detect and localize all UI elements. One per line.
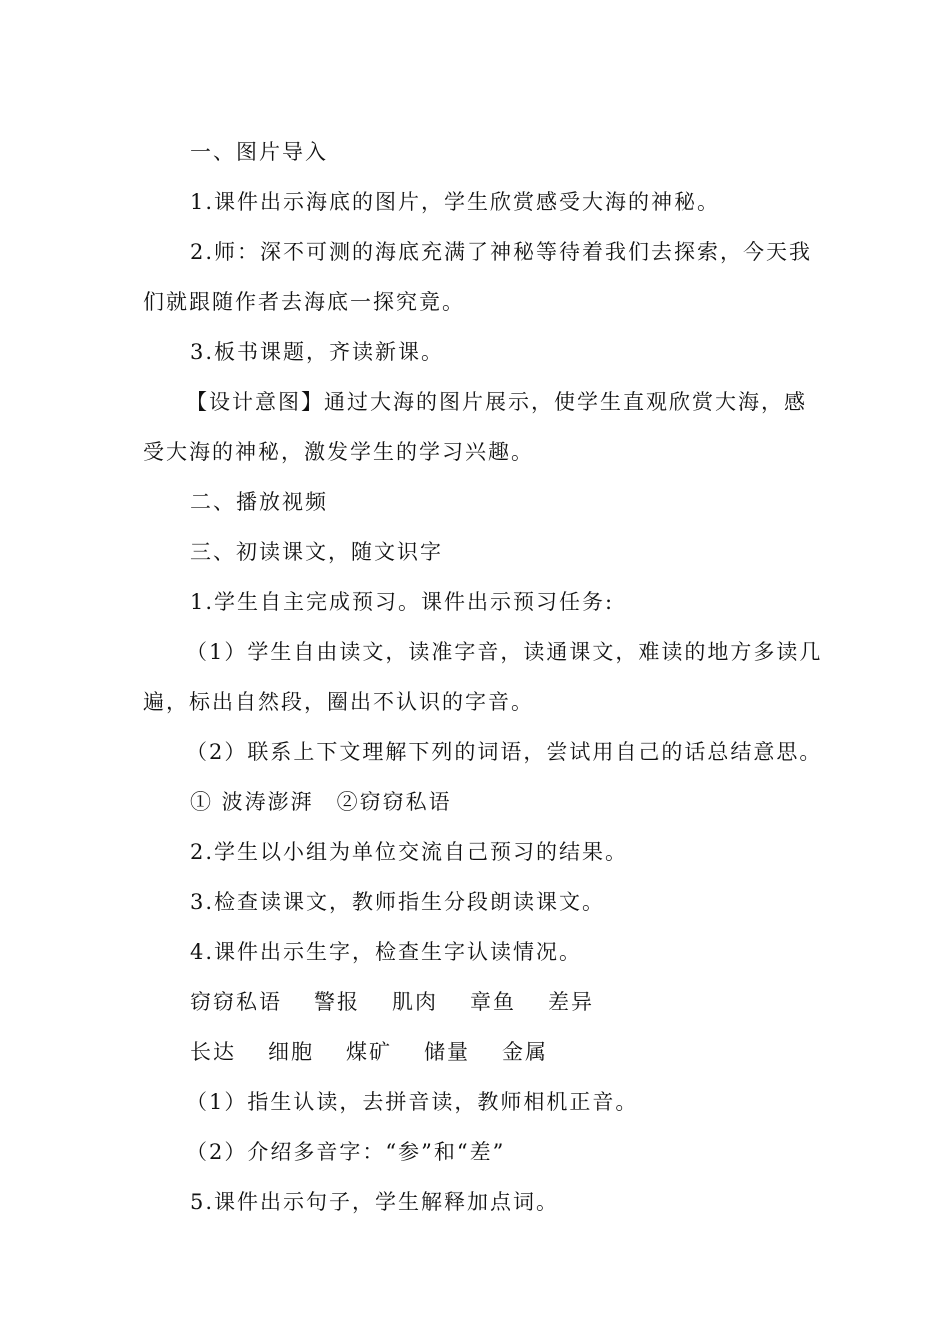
paragraph-line: 2.学生以小组为单位交流自己预习的结果。 bbox=[190, 840, 629, 864]
new-word: 金属 bbox=[502, 1040, 548, 1064]
paragraph-line: （1）学生自由读文，读准字音，读通课文，难读的地方多读几 bbox=[186, 640, 823, 664]
new-word: 细胞 bbox=[268, 1040, 314, 1064]
heading-picture-intro: 一、图片导入 bbox=[190, 140, 328, 164]
paragraph-line: 1.课件出示海底的图片，学生欣赏感受大海的神秘。 bbox=[190, 190, 721, 214]
paragraph-line: 4.课件出示生字，检查生字认读情况。 bbox=[190, 940, 583, 964]
design-intent-line: 【设计意图】通过大海的图片展示，使学生直观欣赏大海，感 bbox=[186, 390, 807, 414]
paragraph-line: 3.检查读课文，教师指生分段朗读课文。 bbox=[190, 890, 606, 914]
paragraph-line: 3.板书课题，齐读新课。 bbox=[190, 340, 445, 364]
new-word: 警报 bbox=[314, 990, 360, 1014]
heading-first-reading: 三、初读课文，随文识字 bbox=[190, 540, 443, 564]
paragraph-line: （1）指生认读，去拼音读，教师相机正音。 bbox=[186, 1090, 639, 1114]
new-word: 煤矿 bbox=[346, 1040, 392, 1064]
heading-play-video: 二、播放视频 bbox=[190, 490, 328, 514]
new-word: 肌肉 bbox=[392, 990, 438, 1014]
paragraph-line: 受大海的神秘，激发学生的学习兴趣。 bbox=[143, 440, 534, 464]
paragraph-line: 2.师：深不可测的海底充满了神秘等待着我们去探索，今天我 bbox=[190, 240, 813, 264]
paragraph-line: 们就跟随作者去海底一探究竟。 bbox=[143, 290, 465, 314]
paragraph-line: （2）联系上下文理解下列的词语，尝试用自己的话总结意思。 bbox=[186, 740, 823, 764]
paragraph-line: （2）介绍多音字：“参”和“差” bbox=[186, 1140, 506, 1164]
new-word: 储量 bbox=[424, 1040, 470, 1064]
paragraph-line: 5.课件出示句子，学生解释加点词。 bbox=[190, 1190, 560, 1214]
vocabulary-line: ① 波涛澎湃 ②窃窃私语 bbox=[190, 790, 452, 814]
paragraph-line: 遍，标出自然段，圈出不认识的字音。 bbox=[143, 690, 534, 714]
new-words-row-2 bbox=[190, 1038, 548, 1066]
new-word: 差异 bbox=[548, 990, 594, 1014]
new-word: 窃窃私语 bbox=[190, 990, 282, 1014]
new-word: 长达 bbox=[190, 1040, 236, 1064]
new-words-row-1 bbox=[190, 988, 594, 1016]
paragraph-line: 1.学生自主完成预习。课件出示预习任务: bbox=[190, 590, 615, 614]
new-word: 章鱼 bbox=[470, 990, 516, 1014]
